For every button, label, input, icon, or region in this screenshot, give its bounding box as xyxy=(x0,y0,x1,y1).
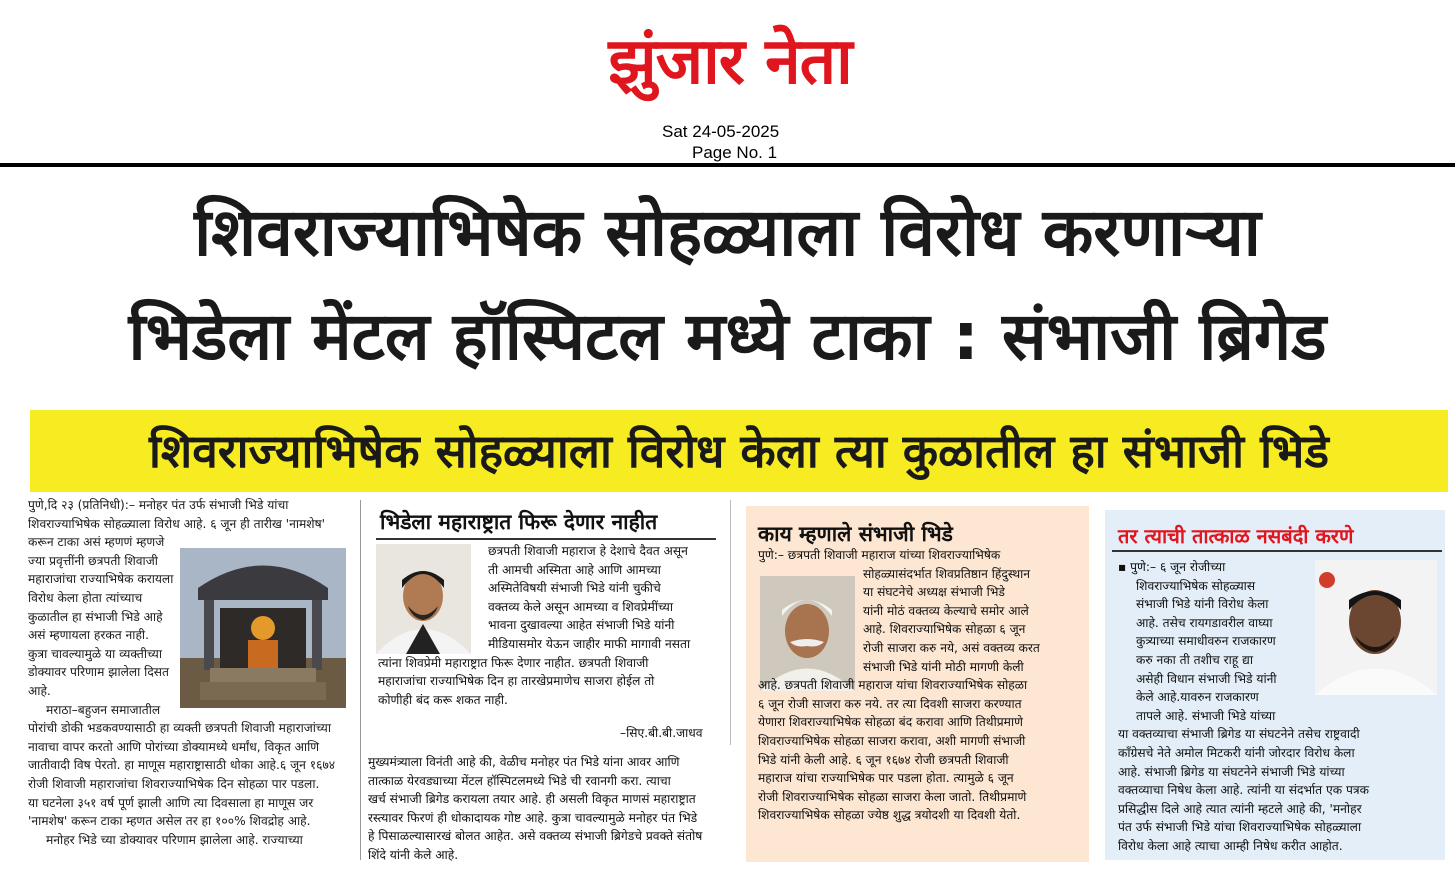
col2b-line: तात्काळ येरवड्याच्या मेंटल हॉस्पिटलमध्ये भिडे ची रवानगी करा. त्याचा xyxy=(368,773,671,788)
masthead xyxy=(0,0,1455,168)
masthead-divider xyxy=(0,163,1455,167)
box2-title-underline xyxy=(376,538,716,540)
box3-line: आहे. शिवराज्याभिषेक सोहळा ६ जून xyxy=(863,622,1026,637)
box4-line: पंत उर्फ संभाजी भिडे यांचा शिवराज्याभिषेक सोहळ्याला xyxy=(1118,820,1362,835)
col2b-line: शिंदे यांनी केले आहे. xyxy=(368,847,459,862)
box3-title: काय म्हणाले संभाजी भिडे xyxy=(758,522,953,546)
col1-line: 'नामशेष' करून टाका म्हणत असेल तर हा १००% शिवद्रोह आहे. xyxy=(28,814,311,829)
box4-line: ▪ पुणे:– ६ जून रोजीच्या xyxy=(1118,560,1226,574)
col1-line: कुत्रा चावल्यामुळे या व्यक्तीच्या xyxy=(28,646,163,661)
box4-line: असेही विधान संभाजी भिडे यांनी xyxy=(1136,671,1277,686)
box4-title-underline xyxy=(1112,550,1442,552)
col1-line: डोक्यावर परिणाम झालेला दिसत xyxy=(28,665,169,680)
box3-line: या संघटनेचे अध्यक्ष संभाजी भिडे xyxy=(863,585,1005,600)
col1-line: असं म्हणायला हरकत नाही. xyxy=(28,628,149,643)
box4-line: संभाजी भिडे यांनी विरोध केला xyxy=(1136,597,1269,612)
box3-line: शिवराज्याभिषेक सोहळा साजरा करावा, अशी मागणी संभाजी xyxy=(758,733,1026,748)
box3-body xyxy=(758,546,1080,825)
box4-line: शिवराज्याभिषेक सोहळ्यास xyxy=(1136,578,1256,593)
col1-line: या घटनेला ३५१ वर्ष पूर्ण झाली आणि त्या दिवसाला हा माणूस जर xyxy=(28,795,314,810)
column-divider xyxy=(360,500,361,860)
box4-line: कुत्र्याच्या समाधीवरुन राजकारण xyxy=(1136,634,1276,649)
box2-body xyxy=(378,542,720,709)
box2-line: छत्रपती शिवाजी महाराज हे देशाचे दैवत असून xyxy=(488,544,688,558)
box2-line: महाराजांचा राज्याभिषेक दिन हा तारखेप्रमाणेच साजरा होईल तो xyxy=(378,674,655,689)
box4-line: वक्तव्याचा निषेध केला आहे. त्यांनी या संदर्भात एक पत्रक xyxy=(1118,783,1369,798)
box2-line: ती आमची अस्मिता आहे आणि आमच्या xyxy=(488,562,661,577)
shivaji-idol-photo xyxy=(180,548,346,708)
col1-line: कुळातील हा संभाजी भिडे आहे xyxy=(28,609,163,624)
box4-line: विरोध केला आहे त्याचा आम्ही निषेध करीत आहोत. xyxy=(1118,838,1343,853)
box2-line: वक्तव्य केले असून आमच्या व शिवप्रेमींच्या xyxy=(488,599,674,614)
box3-line: आहे. छत्रपती शिवाजी महाराज यांचा शिवराज्याभिषेक सोहळा xyxy=(758,678,1028,693)
col1-line: करून टाका असं म्हणणं म्हणजे xyxy=(28,535,165,550)
col1-line: विरोध केला होता त्यांच्याच xyxy=(28,590,143,605)
page-number: Page No. 1 xyxy=(692,143,778,162)
box4-line: प्रसिद्धीस दिले आहे त्यात त्यांनी म्हटले आहे की, 'मनोहर xyxy=(1118,801,1362,816)
col1-line: रोजी शिवाजी महाराजांचा शिवराज्याभिषेक दिन सोहळा पार पडला. xyxy=(28,776,320,791)
newspaper-logo: झुंजार नेता xyxy=(608,25,852,99)
box4-line: आहे. तसेच रायगडावरील वाघ्या xyxy=(1136,615,1273,630)
box3-line: पुणे:– छत्रपती शिवाजी महाराज यांच्या शिवराज्याभिषेक xyxy=(758,548,1001,562)
box3-line: सोहळ्यासंदर्भात शिवप्रतिष्ठान हिंदुस्थान xyxy=(863,566,1031,581)
box3-line: शिवराज्याभिषेक सोहळा ज्येष्ठ शुद्ध त्रयोदशी या दिवशी येतो. xyxy=(758,808,1021,823)
col1-line: मराठा–बहुजन समाजातील xyxy=(46,702,161,717)
box3-line: महाराज यांचा राज्याभिषेक पार पडला होता. त्यामुळे ६ जून xyxy=(758,771,1014,786)
box3-line: ६ जून रोजी साजरा करु नये. तर त्या दिवशी साजरा करण्यात xyxy=(758,696,1022,711)
box2-line: भावना दुखावल्या आहेत संभाजी भिडे यांनी xyxy=(488,618,675,633)
box4-line: करु नका ती तशीच राहू द्या xyxy=(1136,652,1253,667)
col2b-line: खर्च संभाजी ब्रिगेड करायला तयार आहे. ही असली विकृत माणसं महाराष्ट्रात xyxy=(368,792,696,807)
col1-line: नावाचा वापर करतो आणि पोरांच्या डोक्यामध्ये धर्मांध, विकृत आणि xyxy=(28,739,320,754)
col1-line: आहे. xyxy=(28,683,51,698)
box2-line: त्यांना शिवप्रेमी महाराष्ट्रात फिरू देणार नाहीत. छत्रपती शिवाजी xyxy=(378,655,649,670)
box2-line: कोणीही बंद करू शकत नाही. xyxy=(378,692,508,707)
box4-title: तर त्याची तात्काळ नसबंदी करणे xyxy=(1118,524,1354,548)
col1-line: मनोहर भिडे च्या डोक्यावर परिणाम झालेला आहे. राज्याच्या xyxy=(46,832,303,847)
box3-line: संभाजी भिडे यांनी मोठी मागणी केली xyxy=(863,659,1024,674)
box4-line: तापले आहे. संभाजी भिडे यांच्या xyxy=(1136,708,1276,723)
box3-line: येणारा शिवराज्याभिषेक सोहळा बंद करावा आणि तिथीप्रमाणे xyxy=(758,715,1023,730)
col1-line: पुणे,दि २३ (प्रतिनिधी):– मनोहर पंत उर्फ संभाजी भिडे यांचा xyxy=(28,498,289,512)
col2b-line: रस्त्यावर फिरणं ही धोकादायक गोष्ट आहे. कुत्रा चावल्यामुळे मनोहर पंत भिडे xyxy=(368,810,698,825)
box3-line: भिडे यांनी केली आहे. ६ जून १६७४ रोजी छत्रपती शिवाजी xyxy=(758,752,1009,767)
box4-body xyxy=(1118,558,1438,856)
box4-line: कॉंग्रेसचे नेते अमोल मिटकरी यांनी जोरदार विरोध केला xyxy=(1118,745,1355,760)
box3-line: रोजी शिवराज्याभिषेक सोहळा साजरा केला जातो. तिथीप्रमाणे xyxy=(758,789,1027,804)
col1-line: शिवराज्याभिषेक सोहळ्याला विरोध आहे. ६ जून ही तारीख 'नामशेष' xyxy=(28,516,325,531)
col1-line: महाराजांचा राज्याभिषेक करायला xyxy=(28,572,174,587)
col2b-line: हे पिसाळल्यासारखं बोलत आहेत. असे वक्तव्य संभाजी ब्रिगेडचे प्रवक्ते संतोष xyxy=(368,829,703,844)
col1-line: जातीवादी विष पेरतो. हा माणूस महाराष्ट्रासाठी धोका आहे.६ जून १६७४ xyxy=(28,758,336,773)
article-column-2-lower xyxy=(368,753,738,865)
box4-line: या वक्तव्याचा संभाजी ब्रिगेड या संघटनेने तसेच राष्ट्रवादी xyxy=(1118,727,1360,742)
box4-line: केले आहे.यावरुन राजकारण xyxy=(1136,690,1259,705)
box3-line: रोजी साजरा करु नये, असं वक्तव्य करत xyxy=(863,640,1040,655)
headline-line-2: भिडेला मेंटल हॉस्पिटल मध्ये टाका : संभाजी ब्रिगेड xyxy=(128,298,1327,375)
issue-date: Sat 24-05-2025 xyxy=(662,122,780,141)
box4-line: आहे. संभाजी ब्रिगेड या संघटनेने संभाजी भिडे यांच्या xyxy=(1118,764,1345,779)
box2-title: भिडेला महाराष्ट्रात फिरू देणार नाहीत xyxy=(380,510,658,534)
col1-line: ज्या प्रवृत्तींनी छत्रपती शिवाजी xyxy=(28,553,158,568)
headline-line-1: शिवराज्याभिषेक सोहळ्याला विरोध करणाऱ्या xyxy=(194,194,1261,271)
box2-line: मीडियासमोर येऊन जाहीर माफी मागावी नसता xyxy=(488,636,691,651)
box2-signature: –सिए.बी.बी.जाधव xyxy=(620,726,703,740)
box2-line: अस्मितेविषयी संभाजी भिडे यांनी चुकीचे xyxy=(488,581,661,596)
box3-line: यांनी मोठं वक्तव्य केल्याचे समोर आले xyxy=(863,603,1029,618)
subheadline: शिवराज्याभिषेक सोहळ्याला विरोध केला त्या कुळातील हा संभाजी भिडे xyxy=(149,424,1329,478)
col1-line: पोरांची डोकी भडकवण्यासाठी हा व्यक्ती छत्रपती शिवाजी महाराजांच्या xyxy=(28,721,331,736)
col2b-line: मुख्यमंत्र्याला विनंती आहे की, वेळीच मनोहर पंत भिडे यांना आवर आणि xyxy=(368,755,680,769)
